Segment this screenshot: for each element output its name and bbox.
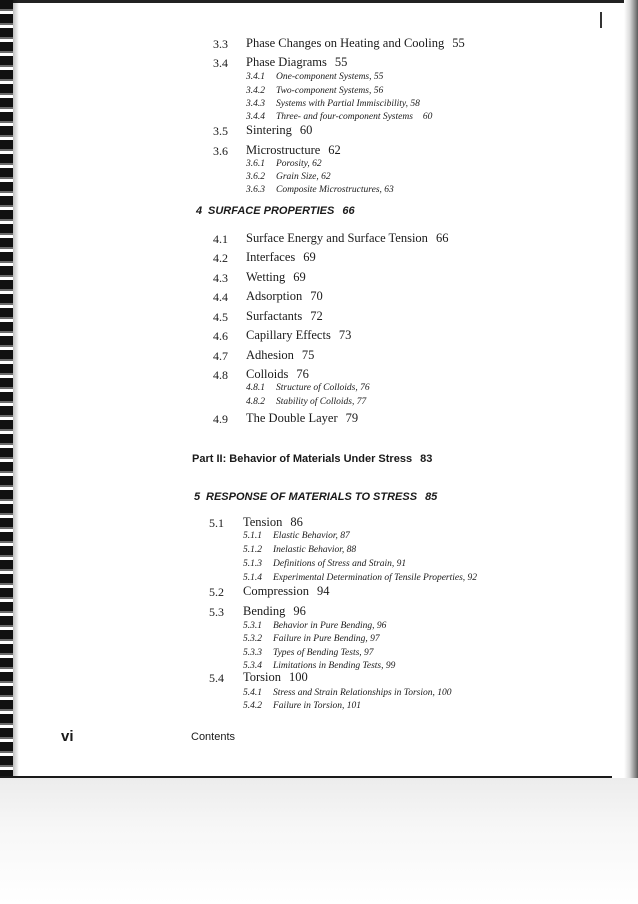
section-entry[interactable] [246,367,309,382]
section-number: 5.4 [209,671,224,685]
part-heading[interactable] [192,453,432,465]
section-number: 4.8 [213,368,228,382]
section-page: 66 [435,231,449,245]
section-number: 3.4 [213,56,228,70]
subsection-title: Porosity, 62 [276,159,322,169]
section-entry[interactable] [243,584,329,599]
subsection-title: Failure in Pure Bending, 97 [273,634,380,644]
subsection-entry[interactable] [246,172,331,182]
subsection-number: 5.3.4 [243,661,262,671]
section-number: 4.6 [213,329,228,343]
scan-bottom-edge [0,776,612,778]
chapter-page: 85 [425,491,438,503]
section-entry[interactable] [246,411,358,426]
section-page: 55 [452,36,465,50]
subsection-title: Limitations in Bending Tests, 99 [273,661,396,671]
scan-bottom-shade [0,778,638,904]
subsection-entry[interactable] [246,72,383,82]
section-page: 79 [345,411,359,425]
subsection-entry[interactable] [246,159,322,169]
scan-mark [600,12,602,28]
section-page: 60 [299,123,313,137]
subsection-title: Failure in Torsion, 101 [273,701,361,711]
subsection-title: Stress and Strain Relationships in Torsion, 100 [273,688,452,698]
section-number: 4.1 [213,232,228,246]
scan-right-edge [624,0,638,904]
section-title: Adsorption [246,289,303,303]
subsection-number: 5.4.1 [243,688,262,698]
section-entry[interactable] [246,123,312,138]
section-page: 62 [328,143,341,157]
subsection-title: Structure of Colloids, 76 [276,383,370,393]
subsection-number: 3.4.1 [246,72,265,82]
section-title: Surfactants [246,309,303,323]
chapter-page: 66 [342,205,355,217]
section-entry[interactable] [243,670,308,685]
chapter-title: SURFACE PROPERTIES [208,205,335,217]
section-entry[interactable] [246,328,351,343]
section-page: 69 [293,270,306,284]
subsection-number: 5.1.4 [243,573,262,583]
section-entry[interactable] [246,270,306,285]
subsection-entry[interactable] [246,99,420,109]
subsection-entry[interactable] [246,112,432,122]
section-page: 76 [296,367,309,381]
section-title: Wetting [246,270,286,284]
section-title: Capillary Effects [246,328,331,342]
section-title: Interfaces [246,250,296,264]
section-page: 100 [289,670,308,684]
subsection-number: 5.4.2 [243,701,262,711]
subsection-number: 3.4.4 [246,112,265,122]
section-entry[interactable] [246,36,465,51]
subsection-number: 5.3.1 [243,621,262,631]
subsection-title: Composite Microstructures, 63 [276,185,394,195]
spiral-binding [0,0,13,904]
section-title: Phase Diagrams [246,55,327,69]
section-entry[interactable] [246,348,314,363]
subsection-title: Three- and four-component Systems [276,112,413,122]
subsection-title: Definitions of Stress and Strain, 91 [273,559,407,569]
subsection-number: 5.3.2 [243,634,262,644]
section-title: Tension [243,515,283,529]
subsection-title: Types of Bending Tests, 97 [273,648,374,658]
subsection-number: 3.6.2 [246,172,265,182]
section-entry[interactable] [246,143,341,158]
section-page: 75 [301,348,315,362]
section-number: 5.1 [209,516,224,530]
section-title: Sintering [246,123,292,137]
section-number: 3.6 [213,144,228,158]
section-entry[interactable] [246,55,347,70]
subsection-entry[interactable] [246,383,370,393]
running-footer: Contents [191,731,236,743]
subsection-title: Elastic Behavior, 87 [273,531,350,541]
subsection-number: 5.3.3 [243,648,262,658]
subsection-entry[interactable] [243,573,477,583]
section-entry[interactable] [246,250,316,265]
section-number: 4.2 [213,251,228,265]
subsection-entry[interactable] [243,621,386,631]
section-number: 4.9 [213,412,228,426]
subsection-title: Experimental Determination of Tensile Properties, 92 [273,573,478,583]
subsection-number: 5.1.1 [243,531,262,541]
section-page: 70 [310,289,323,303]
section-number: 5.3 [209,605,224,619]
section-page: 72 [310,309,323,323]
chapter-heading[interactable] [196,205,355,217]
page-folio: vi [61,728,74,745]
section-title: Torsion [243,670,282,684]
chapter-heading[interactable] [194,491,437,503]
subsection-entry[interactable] [246,86,383,96]
part-page: 83 [420,453,433,465]
section-page: 69 [303,250,316,264]
section-number: 5.2 [209,585,224,599]
chapter-number: 5 [194,491,201,503]
section-number: 4.5 [213,310,228,324]
subsection-title: Two-component Systems, 56 [276,86,384,96]
subsection-entry[interactable] [243,634,380,644]
subsection-title: Stability of Colloids, 77 [276,397,367,407]
section-page: 86 [290,515,303,529]
section-number: 3.5 [213,124,228,138]
subsection-number: 3.4.3 [246,99,265,109]
subsection-number: 5.1.2 [243,545,262,555]
scan-top-edge [0,0,638,3]
subsection-title: Systems with Partial Immiscibility, 58 [276,99,420,109]
binding-shadow [13,0,19,904]
subsection-title: Inelastic Behavior, 88 [273,545,357,555]
section-entry[interactable] [246,231,448,246]
section-title: Bending [243,604,286,618]
section-title: Surface Energy and Surface Tension [246,231,428,245]
subsection-entry[interactable] [243,559,406,569]
section-page: 55 [334,55,348,69]
section-title: Microstructure [246,143,321,157]
section-title: Phase Changes on Heating and Cooling [246,36,445,50]
chapter-number: 4 [196,205,203,217]
section-page: 73 [338,328,352,342]
subsection-entry[interactable] [243,688,452,698]
section-entry[interactable] [243,515,303,530]
subsection-title: Behavior in Pure Bending, 96 [273,621,387,631]
section-number: 4.7 [213,349,228,363]
subsection-entry[interactable] [246,397,366,407]
subsection-number: 4.8.1 [246,383,265,393]
subsection-number: 3.6.1 [246,159,265,169]
subsection-entry[interactable] [243,545,356,555]
subsection-number: 3.4.2 [246,86,265,96]
subsection-number: 4.8.2 [246,397,265,407]
section-entry[interactable] [243,604,306,619]
subsection-title: Grain Size, 62 [276,172,331,182]
subsection-title: One-component Systems, 55 [276,72,384,82]
section-title: The Double Layer [246,411,338,425]
chapter-title: RESPONSE OF MATERIALS TO STRESS [206,491,418,503]
section-page: 94 [316,584,330,598]
section-number: 4.4 [213,290,228,304]
section-page: 96 [293,604,306,618]
section-title: Adhesion [246,348,294,362]
subsection-page: 60 [422,112,433,122]
section-title: Colloids [246,367,289,381]
subsection-entry[interactable] [243,531,350,541]
subsection-number: 3.6.3 [246,185,265,195]
subsection-entry[interactable] [246,185,394,195]
subsection-entry[interactable] [243,648,374,658]
part-title: Part II: Behavior of Materials Under Stress [192,453,413,465]
section-title: Compression [243,584,309,598]
section-entry[interactable] [246,309,323,324]
subsection-entry[interactable] [243,701,361,711]
subsection-number: 5.1.3 [243,559,262,569]
section-entry[interactable] [246,289,323,304]
section-number: 4.3 [213,271,228,285]
section-number: 3.3 [213,37,228,51]
